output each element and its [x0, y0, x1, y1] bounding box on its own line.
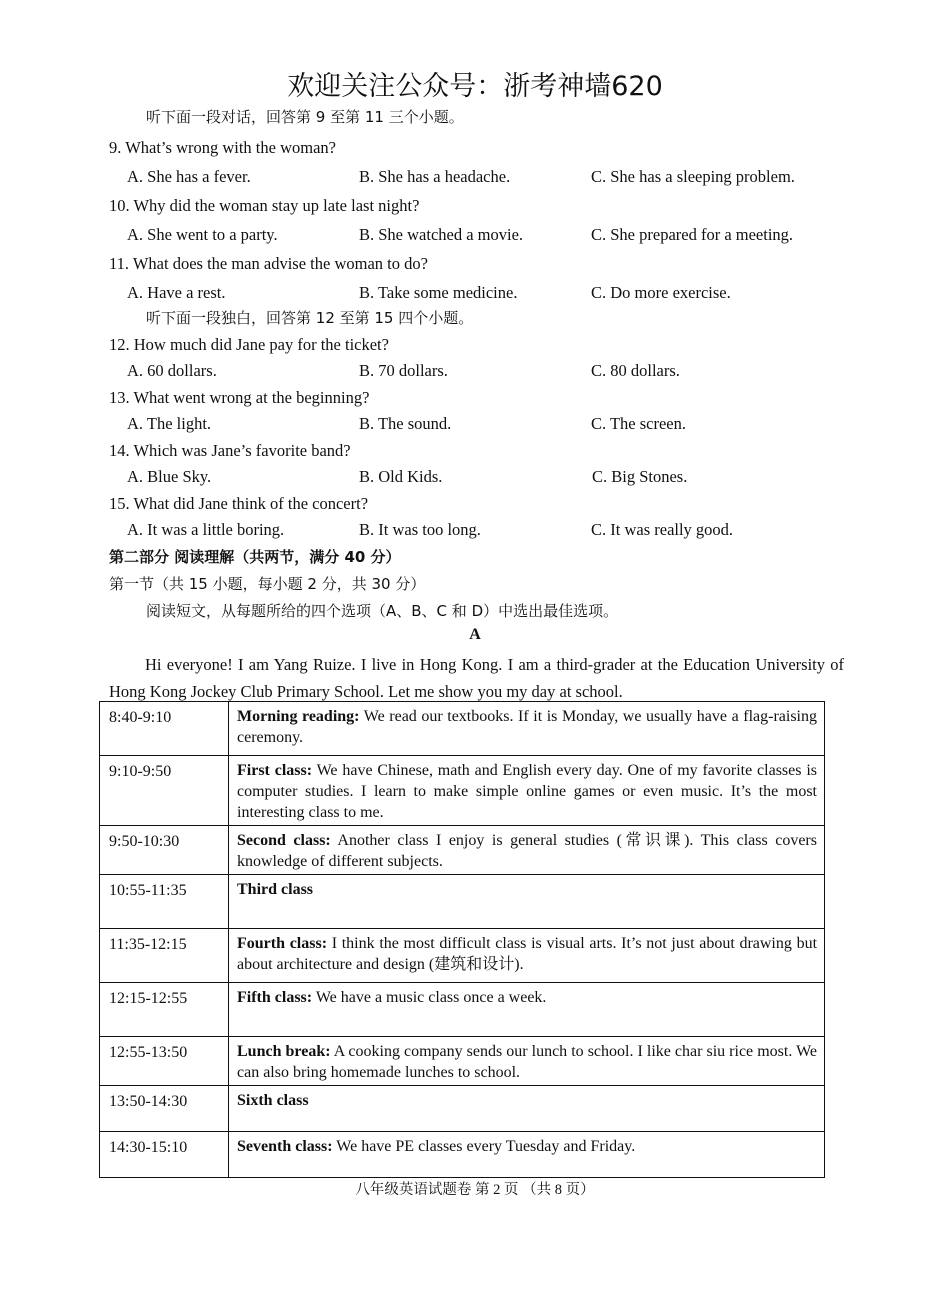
- intro-text: Hi everyone! I am Yang Ruize. I live in Hong Kong. I am a third-grader at the Education University of Hong Kong Jockey Club Primary School. Let me show you my day at school.: [109, 655, 844, 701]
- period-text: Another class I enjoy is general studies (常识课). This class covers knowledge of different subjects.: [237, 832, 817, 870]
- table-row: [100, 929, 825, 983]
- q15-option-a: A. It was a little boring.: [127, 520, 285, 539]
- description-cell: [229, 826, 825, 875]
- listening-instruction-1: 听下面一段对话，回答第 9 至第 11 三个小题。: [146, 108, 464, 126]
- question-13: 13. What went wrong at the beginning?: [109, 388, 370, 407]
- q10-option-a: A. She went to a party.: [127, 225, 278, 244]
- q12-option-a: A. 60 dollars.: [127, 361, 217, 380]
- table-row: [100, 1132, 825, 1178]
- q10-option-b: B. She watched a movie.: [359, 225, 524, 244]
- q14-option-b: B. Old Kids.: [359, 467, 443, 486]
- time-cell: 12:15-12:55: [100, 983, 229, 1037]
- time-cell: 9:50-10:30: [100, 826, 229, 875]
- q15-option-b: B. It was too long.: [359, 520, 481, 539]
- page-header: 欢迎关注公众号：浙考神墙620: [287, 71, 663, 102]
- period-text: We have Chinese, math and English every day. One of my favorite classes is computer studies. I learn to make simple online games or even music. It’s the most interesting class to me.: [237, 762, 817, 821]
- period-title: Third class: [237, 881, 314, 898]
- q12-option-c: C. 80 dollars.: [591, 361, 680, 380]
- time-cell: 14:30-15:10: [100, 1132, 229, 1178]
- q12-option-b: B. 70 dollars.: [359, 361, 448, 380]
- table-row: [100, 756, 825, 826]
- time-cell: 8:40-9:10: [100, 702, 229, 756]
- period-title: Second class:: [237, 832, 331, 849]
- period-title: Seventh class:: [237, 1138, 333, 1155]
- page-footer: 八年级英语试题卷 第 2 页 （共 8 页）: [355, 1182, 595, 1198]
- description-cell: [229, 875, 825, 929]
- period-text: I think the most difficult class is visual arts. It’s not just about drawing but about architecture and design (建筑和设计).: [237, 935, 818, 973]
- q14-option-c: C. Big Stones.: [592, 467, 688, 486]
- listening-instruction-2: 听下面一段独白，回答第 12 至第 15 四个小题。: [146, 309, 474, 327]
- question-14: 14. Which was Jane’s favorite band?: [109, 441, 351, 460]
- period-text: We have a music class once a week.: [312, 989, 547, 1006]
- question-12: 12. How much did Jane pay for the ticket?: [109, 335, 389, 354]
- period-title: Fourth class:: [237, 935, 328, 952]
- table-row: [100, 875, 825, 929]
- table-row: [100, 1086, 825, 1132]
- description-cell: [229, 929, 825, 983]
- period-title: Morning reading:: [237, 708, 360, 725]
- q11-option-a: A. Have a rest.: [127, 283, 226, 302]
- q11-option-c: C. Do more exercise.: [591, 283, 731, 302]
- question-11: 11. What does the man advise the woman to do?: [109, 254, 428, 273]
- period-title: Fifth class:: [237, 989, 313, 1006]
- reading-instruction: 阅读短文，从每题所给的四个选项（A、B、C 和 D）中选出最佳选项。: [146, 602, 619, 620]
- table-row: [100, 1037, 825, 1086]
- q9-option-c: C. She has a sleeping problem.: [591, 167, 795, 186]
- q13-option-b: B. The sound.: [359, 414, 452, 433]
- table-row: [100, 983, 825, 1037]
- description-cell: [229, 1132, 825, 1178]
- description-cell: [229, 756, 825, 826]
- question-15: 15. What did Jane think of the concert?: [109, 494, 369, 513]
- time-cell: 13:50-14:30: [100, 1086, 229, 1132]
- description-cell: [229, 983, 825, 1037]
- passage-intro: [109, 651, 844, 705]
- q9-option-b: B. She has a headache.: [359, 167, 511, 186]
- part2-title: 第二部分 阅读理解（共两节，满分 40 分）: [109, 548, 401, 566]
- q14-option-a: A. Blue Sky.: [127, 467, 212, 486]
- period-text: We read our textbooks. If it is Monday, we usually have a flag-raising ceremony.: [237, 708, 817, 746]
- passage-label: A: [469, 626, 481, 643]
- time-cell: 11:35-12:15: [100, 929, 229, 983]
- q15-option-c: C. It was really good.: [591, 520, 734, 539]
- q10-option-c: C. She prepared for a meeting.: [591, 225, 794, 244]
- period-title: Sixth class: [237, 1092, 309, 1109]
- period-title: Lunch break:: [237, 1043, 331, 1060]
- period-text: We have PE classes every Tuesday and Friday.: [332, 1138, 636, 1155]
- description-cell: [229, 702, 825, 756]
- question-10: 10. Why did the woman stay up late last night?: [109, 196, 420, 215]
- question-9: 9. What’s wrong with the woman?: [109, 138, 336, 157]
- q11-option-b: B. Take some medicine.: [359, 283, 518, 302]
- period-text: A cooking company sends our lunch to school. I like char siu rice most. We can also bring homemade lunches to school.: [237, 1043, 817, 1081]
- schedule-table: [99, 701, 825, 1178]
- q13-option-a: A. The light.: [127, 414, 212, 433]
- description-cell: [229, 1086, 825, 1132]
- section1-title: 第一节（共 15 小题，每小题 2 分，共 30 分）: [109, 575, 426, 593]
- time-cell: 10:55-11:35: [100, 875, 229, 929]
- description-cell: [229, 1037, 825, 1086]
- table-row: [100, 826, 825, 875]
- time-cell: 9:10-9:50: [100, 756, 229, 826]
- q13-option-c: C. The screen.: [591, 414, 686, 433]
- q9-option-a: A. She has a fever.: [127, 167, 251, 186]
- period-title: First class:: [237, 762, 313, 779]
- time-cell: 12:55-13:50: [100, 1037, 229, 1086]
- table-row: [100, 702, 825, 756]
